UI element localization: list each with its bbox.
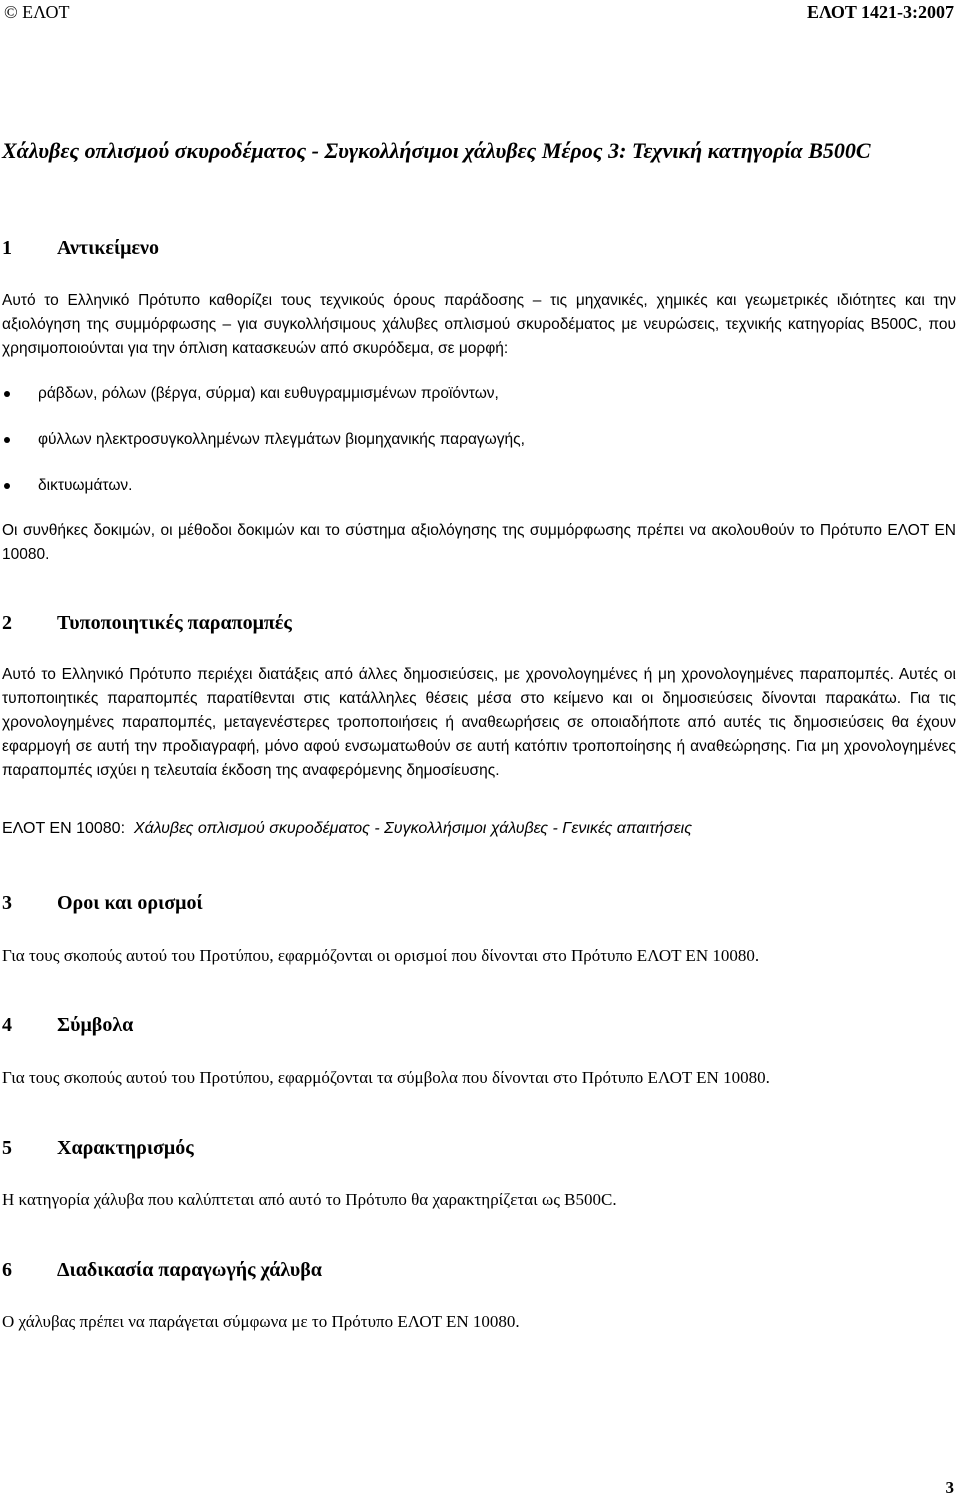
section-2-heading	[2, 612, 292, 635]
section-3-heading	[2, 892, 203, 915]
reference-title: Χάλυβες οπλισμού σκυροδέματος - Συγκολλήσιμοι χάλυβες - Γενικές απαιτήσεις	[133, 820, 692, 837]
section-4-heading	[2, 1014, 133, 1037]
list-item	[2, 382, 499, 406]
section-number: 4	[2, 1014, 12, 1036]
section-1-intro: Αυτό το Ελληνικό Πρότυπο καθορίζει τους τεχνικούς όρους παράδοσης – τις μηχανικές, χημικές και γεωμετρικές ιδιότητες και την αξιολόγηση της συμμόρφωσης – για συγκολλήσιμους χάλυβες οπλισμού σκυροδέματος με νευρώσεις, τεχνικής κατηγορίας B500C, που χρησιμοποιούνται για την όπλιση κατασκευών από σκυρόδεμα, σε μορφή:	[2, 292, 956, 357]
section-number: 5	[2, 1137, 12, 1159]
section-number: 1	[2, 237, 12, 259]
list-item-text: φύλλων ηλεκτροσυγκολλημένων πλεγμάτων βιομηχανικής παραγωγής,	[38, 431, 525, 448]
section-title: Χαρακτηρισμός	[57, 1137, 194, 1159]
section-title: Αντικείμενο	[57, 237, 159, 259]
list-item-text: ράβδων, ρόλων (βέργα, σύρμα) και ευθυγραμμισμένων προϊόντων,	[38, 385, 499, 402]
bullet-icon	[2, 382, 38, 406]
section-title: Διαδικασία παραγωγής χάλυβα	[57, 1259, 322, 1281]
section-1-heading	[2, 237, 159, 260]
section-4-text: Για τους σκοπούς αυτού του Προτύπου, εφαρμόζονται τα σύμβολα που δίνονται στο Πρότυπο ΕΛΟΤ EN 10080.	[2, 1068, 770, 1087]
section-number: 2	[2, 612, 12, 634]
list-item	[2, 474, 132, 498]
section-title: Σύμβολα	[57, 1014, 134, 1036]
section-6-text: Ο χάλυβας πρέπει να παράγεται σύμφωνα με το Πρότυπο ΕΛΟΤ EN 10080.	[2, 1312, 520, 1331]
list-item	[2, 428, 525, 452]
list-item-text: δικτυωμάτων.	[38, 477, 133, 494]
document-title: Χάλυβες οπλισμού σκυροδέματος - Συγκολλήσιμοι χάλυβες Μέρος 3: Τεχνική κατηγορία B500C	[2, 138, 871, 163]
section-number: 3	[2, 892, 12, 914]
normative-reference	[2, 820, 692, 838]
header-copyright: © ΕΛΟΤ	[4, 2, 70, 22]
header-standard-code: ΕΛΟΤ 1421-3:2007	[806, 2, 954, 22]
section-number: 6	[2, 1259, 12, 1281]
section-title: Τυποποιητικές παραπομπές	[57, 612, 292, 634]
section-5-heading	[2, 1137, 194, 1160]
section-5-text: Η κατηγορία χάλυβα που καλύπτεται από αυτό το Πρότυπο θα χαρακτηρίζεται ως B500C.	[2, 1190, 617, 1209]
bullet-icon	[2, 428, 38, 452]
section-title: Oροι και ορισμοί	[57, 892, 203, 914]
section-3-text: Για τους σκοπούς αυτού του Προτύπου, εφαρμόζονται οι ορισμοί που δίνονται στο Πρότυπο ΕΛΟΤ EN 10080.	[2, 946, 760, 965]
bullet-icon	[2, 474, 38, 498]
page-number: 3	[945, 1478, 954, 1497]
reference-code: ΕΛΟΤ EN 10080:	[2, 820, 126, 837]
section-2-text: Αυτό το Ελληνικό Πρότυπο περιέχει διατάξεις από άλλες δημοσιεύσεις, με χρονολογημένες ή μη χρονολογημένες παραπομπές. Αυτές οι τυποποιητικές παραπομπές παρατίθενται στις κατάλληλες θέσεις μέσα στο κείμενο και οι δημοσιεύσεις δίνονται παρακάτω. Για τις χρονολογημένες παραπομπές, μεταγενέστερες τροποποιήσεις ή αναθεωρήσεις σε οποιαδήποτε από αυτές τις δημοσιεύσεις θα έχουν εφαρμογή σε αυτή την προδιαγραφή, μόνο αφού ενσωματωθούν σε αυτή κατόπιν τροποποίησης ή αναθεώρησης. Για μη χρονολογημένες παραπομπές ισχύει η τελευταία έκδοση της αναφερόμενης δημοσίευσης.	[2, 666, 956, 779]
section-1-outro: Οι συνθήκες δοκιμών, οι μέθοδοι δοκιμών και το σύστημα αξιολόγησης της συμμόρφωσης πρέπει να ακολουθούν το Πρότυπο ΕΛΟΤ EN 10080.	[2, 522, 956, 563]
section-6-heading	[2, 1259, 322, 1282]
